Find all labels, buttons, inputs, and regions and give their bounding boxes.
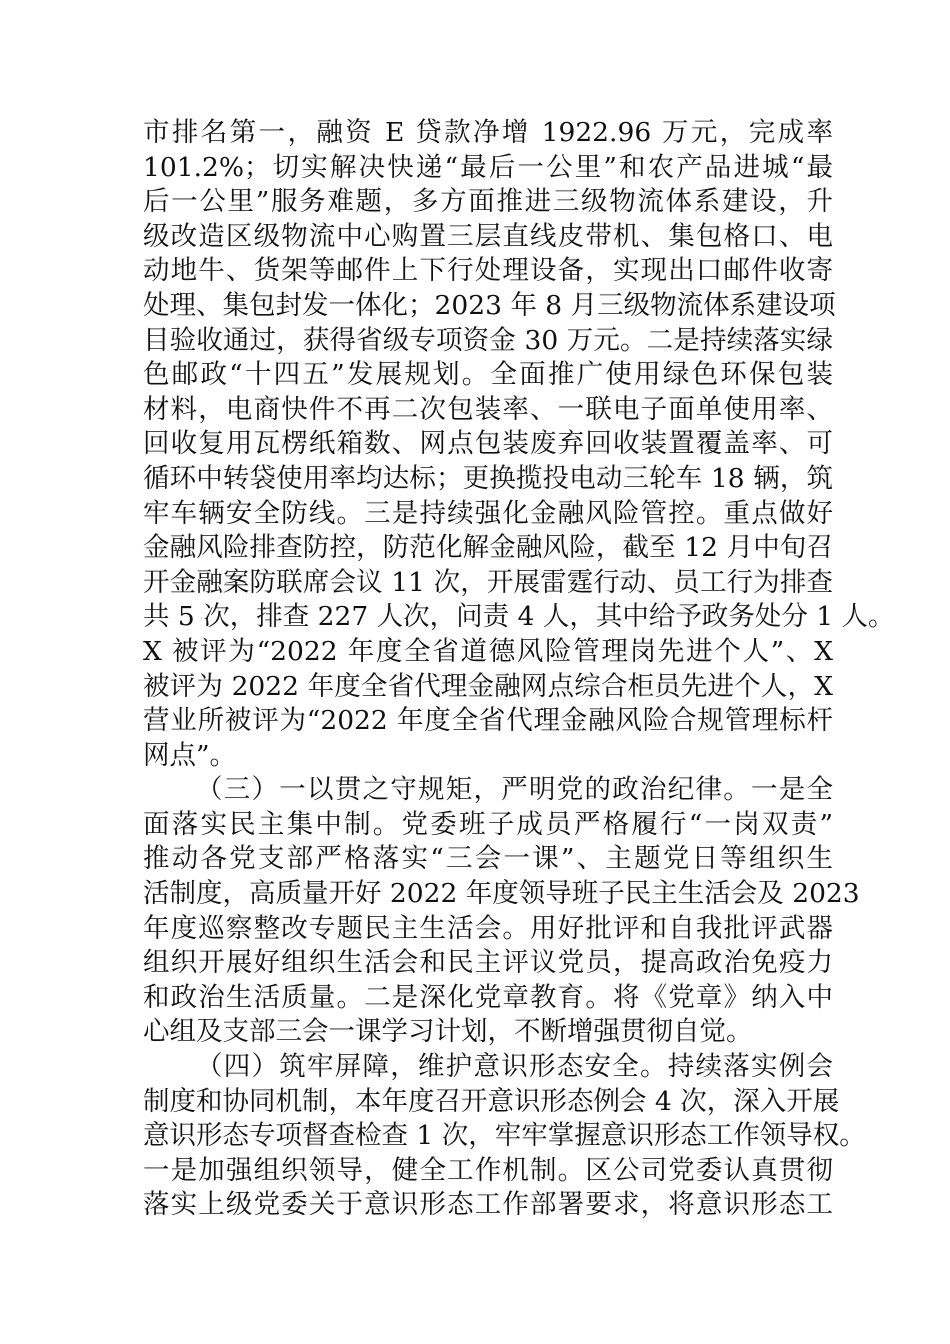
text-line: 被评为 2022 年度全省代理金融网点综合柜员先进个人，X [143, 670, 833, 702]
text-line: 和政治生活质量。二是深化党章教育。将《党章》纳入中 [143, 981, 833, 1013]
text-line: 色邮政“十四五”发展规划。全面推广使用绿色环保包装 [143, 359, 833, 391]
text-line: 开金融案防联席会议 11 次，开展雷霆行动、员工行为排查 [143, 566, 833, 598]
text-line: 推动各党支部严格落实“三会一课”、主题党日等组织生 [143, 843, 833, 875]
text-line: 组织开展好组织生活会和民主评议党员，提高政治免疫力 [143, 947, 833, 979]
text-line: 制度和协同机制，本年度召开意识形态例会 4 次，深入开展 [143, 1085, 840, 1117]
text-line: 级改造区级物流中心购置三层直线皮带机、集包格口、电 [143, 220, 833, 252]
text-line: 循环中转袋使用率均达标；更换揽投电动三轮车 18 辆，筑 [143, 462, 833, 494]
text-line: 活制度，高质量开好 2022 年度领导班子民主生活会及 2023 [143, 878, 860, 910]
text-line: 牢车辆安全防线。三是持续强化金融风险管控。重点做好 [143, 497, 833, 529]
text-line: 后一公里”服务难题，多方面推进三级物流体系建设，升 [143, 186, 833, 218]
text-line: 面落实民主集中制。党委班子成员严格履行“一岗双责” [143, 808, 833, 840]
text-line: 材料，电商快件不再二次包装率、一联电子面单使用率、 [143, 393, 833, 425]
text-line: 一是加强组织领导，健全工作机制。区公司党委认真贯彻 [143, 1154, 833, 1186]
text-line: 心组及支部三会一课学习计划，不断增强贯彻自觉。 [143, 1016, 753, 1048]
section-heading-line: （三）一以贯之守规矩，严明党的政治纪律。一是全 [196, 774, 833, 806]
text-line: 目验收通过，获得省级专项资金 30 万元。二是持续落实绿 [143, 324, 833, 356]
section-heading-line: （四）筑牢屏障，维护意识形态安全。持续落实例会 [196, 1051, 833, 1083]
text-line: 营业所被评为“2022 年度全省代理金融风险合规管理标杆 [143, 705, 833, 737]
text-line: 网点”。 [143, 739, 237, 771]
text-line: 101.2%；切实解决快递“最后一公里”和农产品进城“最 [143, 151, 833, 183]
text-line: 共 5 次，排查 227 人次，问责 4 人，其中给予政务处分 1 人。 [143, 601, 895, 633]
text-line: X 被评为“2022 年度全省道德风险管理岗先进个人”、X [143, 635, 833, 667]
text-line: 金融风险排查防控，防范化解金融风险，截至 12 月中旬召 [143, 532, 833, 564]
text-line: 动地牛、货架等邮件上下行处理设备，实现出口邮件收寄 [143, 255, 833, 287]
text-line: 回收复用瓦楞纸箱数、网点包装废弃回收装置覆盖率、可 [143, 428, 833, 460]
text-line: 市排名第一，融资 E 贷款净增 1922.96 万元，完成率 [143, 117, 833, 148]
text-line: 意识形态专项督查检查 1 次，牢牢掌握意识形态工作领导权。 [143, 1120, 866, 1152]
text-line: 处理、集包封发一体化；2023 年 8 月三级物流体系建设项 [143, 289, 836, 321]
body-text [143, 116, 895, 1223]
text-line: 落实上级党委关于意识形态工作部署要求，将意识形态工 [143, 1189, 833, 1221]
text-line: 年度巡察整改专题民主生活会。用好批评和自我批评武器 [143, 912, 833, 944]
